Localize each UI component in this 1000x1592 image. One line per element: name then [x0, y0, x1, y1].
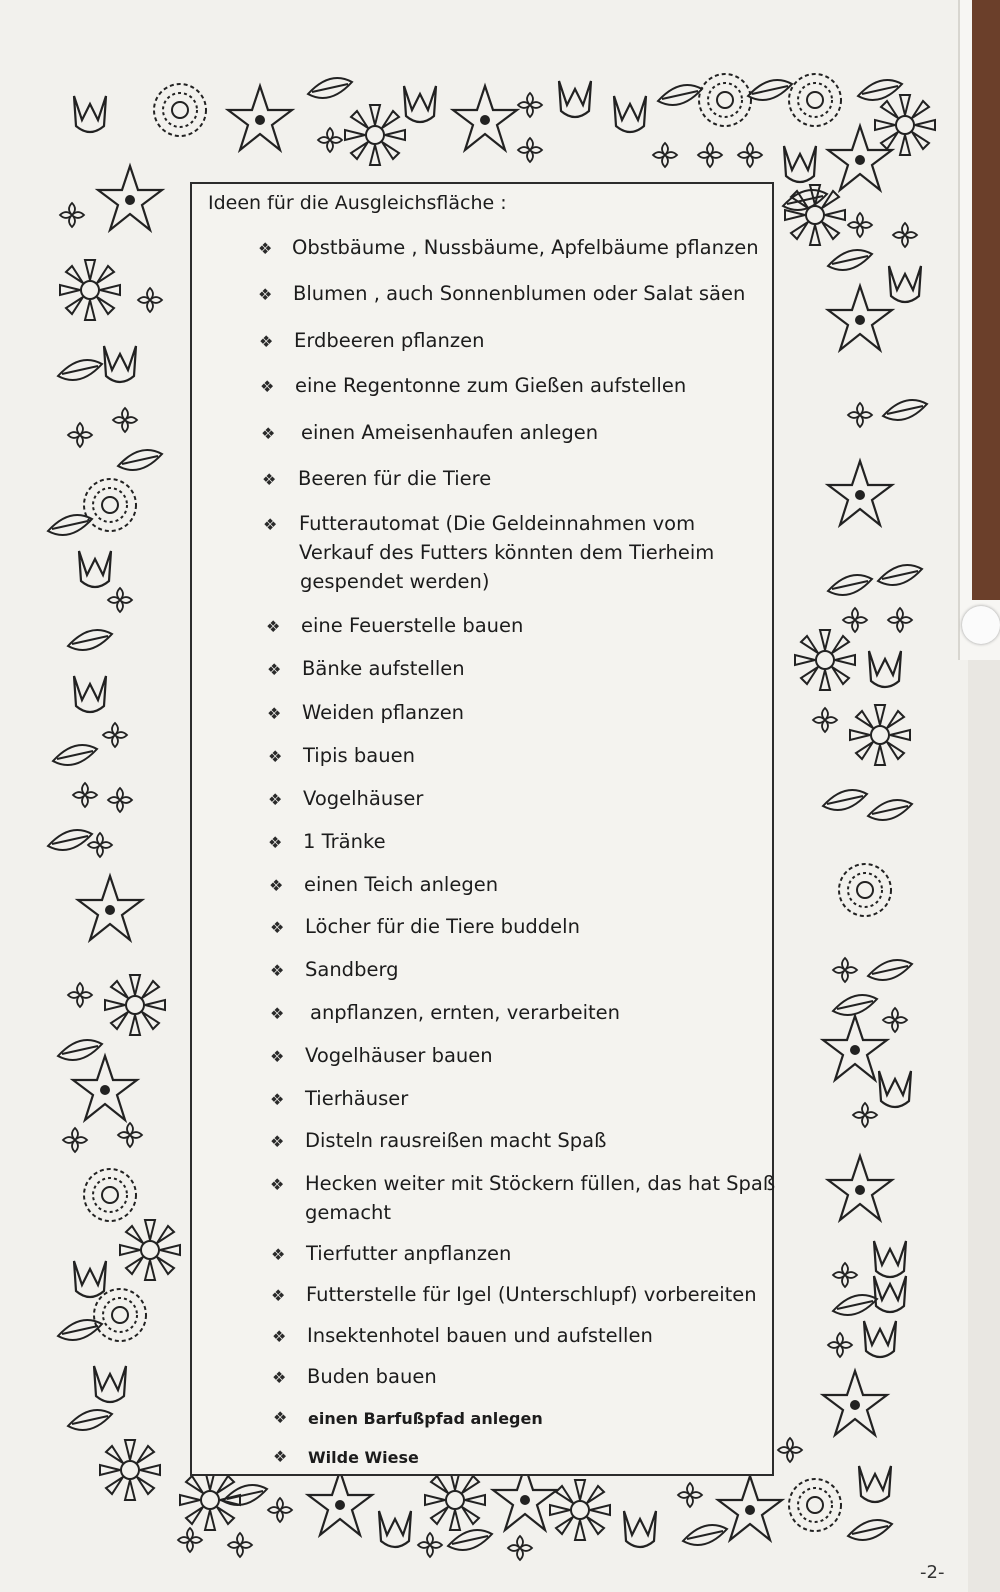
bullet-icon: ❖ [266, 617, 281, 636]
bullet-icon: ❖ [269, 876, 284, 895]
list-item: Disteln rausreißen macht Spaß [305, 1129, 607, 1152]
list-item: Buden bauen [307, 1365, 437, 1388]
list-item: Tierhäuser [305, 1087, 409, 1110]
list-item: Vogelhäuser bauen [305, 1044, 493, 1067]
bullet-icon: ❖ [270, 1132, 285, 1151]
list-item: anpflanzen, ernten, verarbeiten [310, 1001, 621, 1024]
bullet-icon: ❖ [267, 660, 282, 679]
page-title: Ideen für die Ausgleichsfläche : [208, 192, 507, 214]
bullet-icon: ❖ [273, 1408, 288, 1427]
bullet-icon: ❖ [267, 704, 282, 723]
list-item-continuation: Verkauf des Futters könnten dem Tierheim [299, 541, 715, 564]
list-item: Löcher für die Tiere buddeln [305, 915, 580, 938]
list-item: Bänke aufstellen [302, 657, 465, 680]
list-item: Vogelhäuser [303, 787, 424, 810]
bullet-icon: ❖ [271, 1245, 286, 1264]
bullet-icon: ❖ [259, 332, 274, 351]
list-item: Tipis bauen [303, 744, 415, 767]
list-item: Tierfutter anpflanzen [306, 1242, 512, 1265]
list-item: eine Feuerstelle bauen [301, 614, 524, 637]
list-item: Erdbeeren pflanzen [294, 329, 485, 352]
bullet-icon: ❖ [272, 1368, 287, 1387]
bullet-icon: ❖ [268, 790, 283, 809]
wooden-frame [972, 0, 1000, 600]
list-item: eine Regentonne zum Gießen aufstellen [295, 374, 687, 397]
list-item: Sandberg [305, 958, 399, 981]
list-item-continuation: gemacht [305, 1201, 392, 1224]
list-item: einen Ameisenhaufen anlegen [301, 421, 599, 444]
list-item: 1 Tränke [303, 830, 386, 853]
bullet-icon: ❖ [262, 470, 277, 489]
list-item: Insektenhotel bauen und aufstellen [307, 1324, 653, 1347]
bullet-icon: ❖ [258, 285, 273, 304]
bullet-icon: ❖ [270, 1047, 285, 1066]
bullet-icon: ❖ [271, 1286, 286, 1305]
list-item: Hecken weiter mit Stöckern füllen, das hat Spaß [305, 1172, 776, 1195]
bullet-icon: ❖ [261, 424, 276, 443]
bullet-icon: ❖ [270, 1004, 285, 1023]
bullet-icon: ❖ [272, 1327, 287, 1346]
bullet-icon: ❖ [273, 1447, 288, 1466]
list-item-continuation: gespendet werden) [300, 570, 490, 593]
list-item: Obstbäume , Nussbäume, Apfelbäume pflanzen [292, 236, 759, 259]
bullet-icon: ❖ [270, 1090, 285, 1109]
bullet-icon: ❖ [270, 918, 285, 937]
list-item: Weiden pflanzen [302, 701, 465, 724]
bullet-icon: ❖ [268, 833, 283, 852]
bullet-icon: ❖ [258, 239, 273, 258]
list-item: Futterautomat (Die Geldeinnahmen vom [299, 512, 696, 535]
bullet-icon: ❖ [263, 515, 278, 534]
list-item: Beeren für die Tiere [298, 467, 492, 490]
list-item: Blumen , auch Sonnenblumen oder Salat säen [293, 282, 746, 305]
list-item: einen Teich anlegen [304, 873, 499, 896]
bullet-icon: ❖ [268, 747, 283, 766]
list-item: einen Barfußpfad anlegen [308, 1409, 543, 1428]
bullet-icon: ❖ [260, 377, 275, 396]
page-number: -2- [920, 1562, 945, 1583]
list-item: Futterstelle für Igel (Unterschlupf) vorbereiten [306, 1283, 757, 1306]
bullet-icon: ❖ [270, 961, 285, 980]
bullet-icon: ❖ [270, 1175, 285, 1194]
list-item: Wilde Wiese [308, 1448, 419, 1467]
